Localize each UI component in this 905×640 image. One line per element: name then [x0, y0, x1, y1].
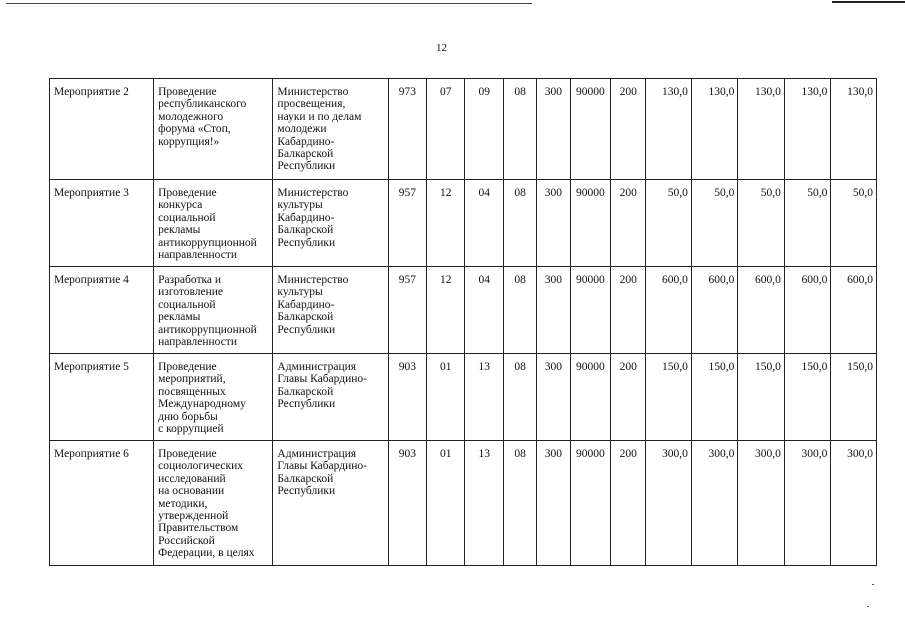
subsection-code: 13	[465, 441, 503, 566]
target-article-code-2: 300	[537, 441, 570, 566]
section-code: 12	[427, 267, 465, 354]
target-article-code-1: 08	[503, 180, 536, 267]
target-article-code-3: 90000	[570, 79, 610, 180]
scan-edge-line	[6, 3, 532, 4]
page-number: 12	[436, 42, 447, 54]
event-description: Проведение республиканского молодежного форума «Стоп, коррупция!»	[154, 79, 273, 180]
expense-type-code: 200	[611, 267, 646, 354]
amount-3: 600,0	[738, 267, 785, 354]
expense-type-code: 200	[611, 441, 646, 566]
amount-5: 150,0	[831, 354, 877, 441]
amount-1: 600,0	[646, 267, 691, 354]
event-description: Проведение мероприятий, посвященных Международному дню борьбы с коррупцией	[154, 354, 273, 441]
event-executor: Администрация Главы Кабардино- Балкарской Республики	[273, 354, 388, 441]
amount-4: 600,0	[784, 267, 831, 354]
amount-1: 300,0	[646, 441, 691, 566]
grbs-code: 973	[388, 79, 426, 180]
table-row	[50, 441, 877, 566]
amount-3: 150,0	[738, 354, 785, 441]
amount-5: 300,0	[831, 441, 877, 566]
section-code: 12	[427, 180, 465, 267]
section-code: 07	[427, 79, 465, 180]
amount-2: 130,0	[691, 79, 738, 180]
event-executor: Администрация Главы Кабардино- Балкарской Республики	[273, 441, 388, 566]
target-article-code-1: 08	[503, 441, 536, 566]
event-name: Мероприятие 5	[50, 354, 154, 441]
table-row	[50, 79, 877, 180]
amount-3: 50,0	[738, 180, 785, 267]
target-article-code-3: 90000	[570, 267, 610, 354]
amount-2: 50,0	[691, 180, 738, 267]
amount-5: 600,0	[831, 267, 877, 354]
amount-2: 300,0	[691, 441, 738, 566]
budget-table	[49, 78, 877, 566]
amount-5: 50,0	[831, 180, 877, 267]
event-executor: Министерство культуры Кабардино- Балкарской Республики	[273, 267, 388, 354]
scan-speck	[867, 606, 869, 607]
event-name: Мероприятие 6	[50, 441, 154, 566]
scan-edge-line-right	[832, 1, 905, 3]
target-article-code-2: 300	[537, 180, 570, 267]
expense-type-code: 200	[611, 79, 646, 180]
amount-4: 300,0	[784, 441, 831, 566]
table-row	[50, 180, 877, 267]
amount-5: 130,0	[831, 79, 877, 180]
target-article-code-2: 300	[537, 79, 570, 180]
amount-3: 130,0	[738, 79, 785, 180]
amount-2: 600,0	[691, 267, 738, 354]
amount-4: 50,0	[784, 180, 831, 267]
amount-1: 150,0	[646, 354, 691, 441]
target-article-code-3: 90000	[570, 441, 610, 566]
target-article-code-2: 300	[537, 354, 570, 441]
event-name: Мероприятие 3	[50, 180, 154, 267]
target-article-code-1: 08	[503, 267, 536, 354]
amount-4: 150,0	[784, 354, 831, 441]
amount-3: 300,0	[738, 441, 785, 566]
event-description: Проведение конкурса социальной рекламы антикоррупционной направленности	[154, 180, 273, 267]
scan-speck	[872, 584, 874, 585]
section-code: 01	[427, 441, 465, 566]
table-row	[50, 267, 877, 354]
target-article-code-1: 08	[503, 354, 536, 441]
target-article-code-1: 08	[503, 79, 536, 180]
subsection-code: 04	[465, 180, 503, 267]
event-executor: Министерство просвещения, науки и по делам молодежи Кабардино- Балкарской Республики	[273, 79, 388, 180]
target-article-code-2: 300	[537, 267, 570, 354]
expense-type-code: 200	[611, 354, 646, 441]
amount-2: 150,0	[691, 354, 738, 441]
expense-type-code: 200	[611, 180, 646, 267]
target-article-code-3: 90000	[570, 354, 610, 441]
grbs-code: 957	[388, 180, 426, 267]
event-name: Мероприятие 4	[50, 267, 154, 354]
event-description: Разработка и изготовление социальной рекламы антикоррупционной направленности	[154, 267, 273, 354]
event-description: Проведение социологических исследований на основании методики, утвержденной Правительством Российской Федерации, в целях	[154, 441, 273, 566]
amount-1: 50,0	[646, 180, 691, 267]
subsection-code: 04	[465, 267, 503, 354]
event-executor: Министерство культуры Кабардино- Балкарской Республики	[273, 180, 388, 267]
table-row	[50, 354, 877, 441]
subsection-code: 09	[465, 79, 503, 180]
subsection-code: 13	[465, 354, 503, 441]
section-code: 01	[427, 354, 465, 441]
grbs-code: 957	[388, 267, 426, 354]
target-article-code-3: 90000	[570, 180, 610, 267]
amount-1: 130,0	[646, 79, 691, 180]
grbs-code: 903	[388, 354, 426, 441]
event-name: Мероприятие 2	[50, 79, 154, 180]
amount-4: 130,0	[784, 79, 831, 180]
grbs-code: 903	[388, 441, 426, 566]
